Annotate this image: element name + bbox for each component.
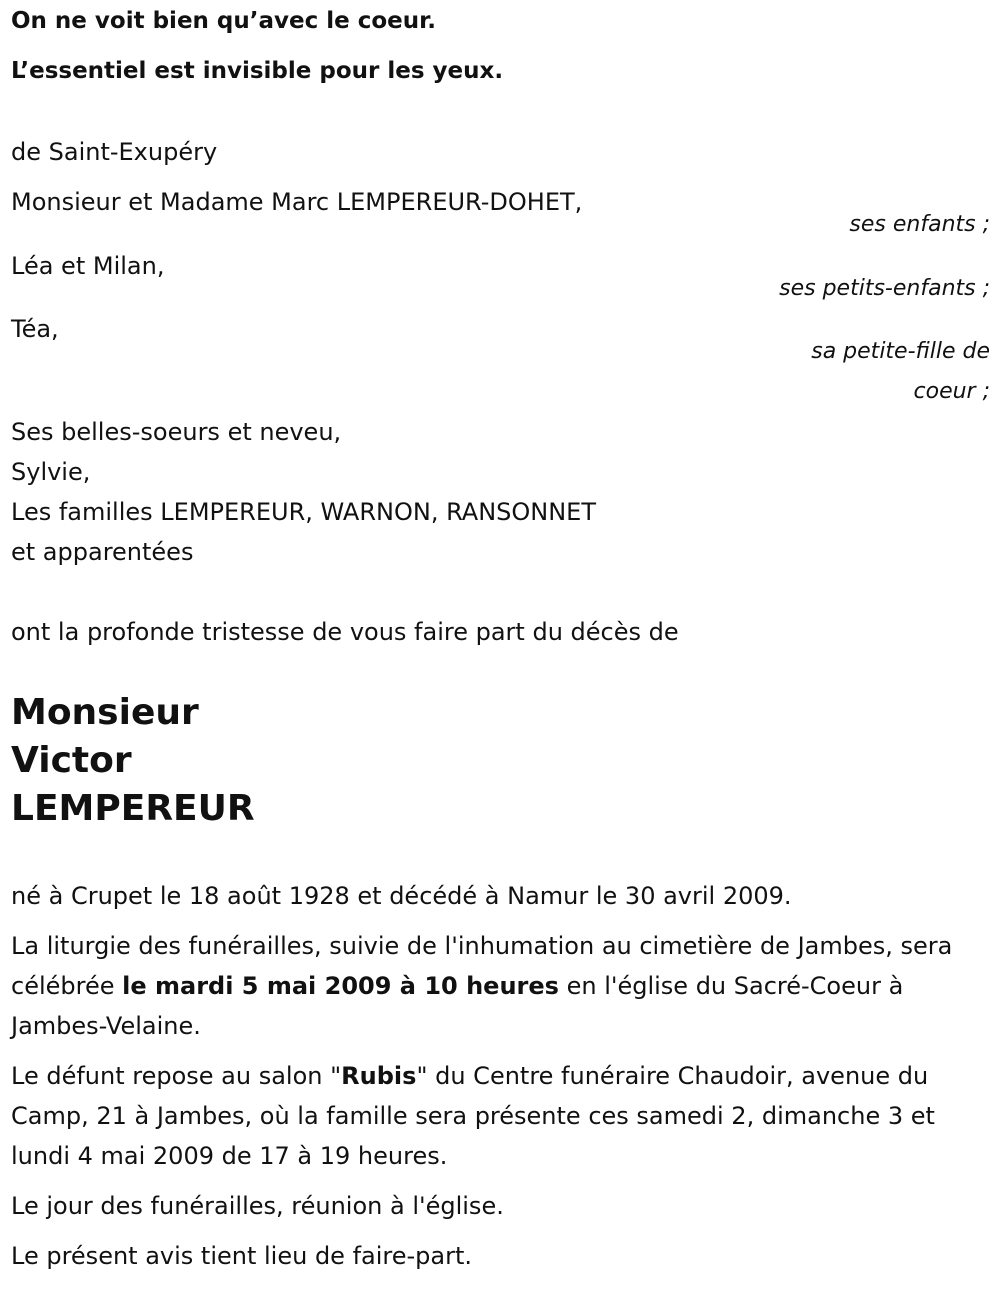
heart-granddaughter-name: Téa, — [11, 315, 59, 343]
quote-author: de Saint-Exupéry — [11, 138, 218, 166]
children-name: Monsieur et Madame Marc LEMPEREUR-DOHET, — [11, 188, 583, 216]
salon-name: Rubis — [341, 1062, 417, 1090]
rest-text-start: Le défunt repose au salon " — [11, 1062, 342, 1090]
rest-text-end: " du Centre funéraire Chaudoir, avenue du Camp, 21 à Jambes, où la famille sera présente ces samedi 2, dimanche 3 et lundi 4 mai 2009 de 17 à 19 heures. — [11, 1062, 935, 1170]
quote-line-1: On ne voit bien qu’avec le coeur. — [11, 8, 436, 34]
heart-granddaughter-role-2: coeur ; — [913, 379, 990, 404]
deceased-title: Monsieur — [11, 692, 199, 733]
rest-paragraph — [11, 1056, 990, 1176]
other-relatives-line: et apparentées — [11, 538, 194, 566]
announcement-text: ont la profonde tristesse de vous faire part du décès de — [11, 618, 679, 646]
deceased-first-name: Victor — [11, 740, 132, 781]
other-relatives-line: Ses belles-soeurs et neveu, — [11, 418, 342, 446]
other-relatives-line: Les familles LEMPEREUR, WARNON, RANSONNET — [11, 498, 596, 526]
liturgy-paragraph — [11, 926, 990, 1046]
deceased-last-name: LEMPEREUR — [11, 788, 255, 829]
birth-death-text: né à Crupet le 18 août 1928 et décédé à Namur le 30 avril 2009. — [11, 882, 792, 910]
liturgy-date: le mardi 5 mai 2009 à 10 heures — [122, 972, 559, 1000]
grandchildren-role: ses petits-enfants ; — [779, 276, 990, 301]
quote-line-2: L’essentiel est invisible pour les yeux. — [11, 58, 504, 84]
grandchildren-name: Léa et Milan, — [11, 252, 165, 280]
other-relatives-line: Sylvie, — [11, 458, 91, 486]
obituary-notice — [11, 0, 990, 1291]
children-role: ses enfants ; — [849, 212, 990, 237]
notice-text: Le présent avis tient lieu de faire-part. — [11, 1242, 473, 1270]
heart-granddaughter-role-1: sa petite-fille de — [811, 339, 990, 364]
liturgy-text-start: La liturgie des funérailles, suivie de l'inhumation au cimetière de Jambes, sera célébrée — [11, 932, 953, 1000]
liturgy-text-end: en l'église du Sacré-Coeur à Jambes-Velaine. — [11, 972, 904, 1040]
meeting-text: Le jour des funérailles, réunion à l'église. — [11, 1192, 504, 1220]
